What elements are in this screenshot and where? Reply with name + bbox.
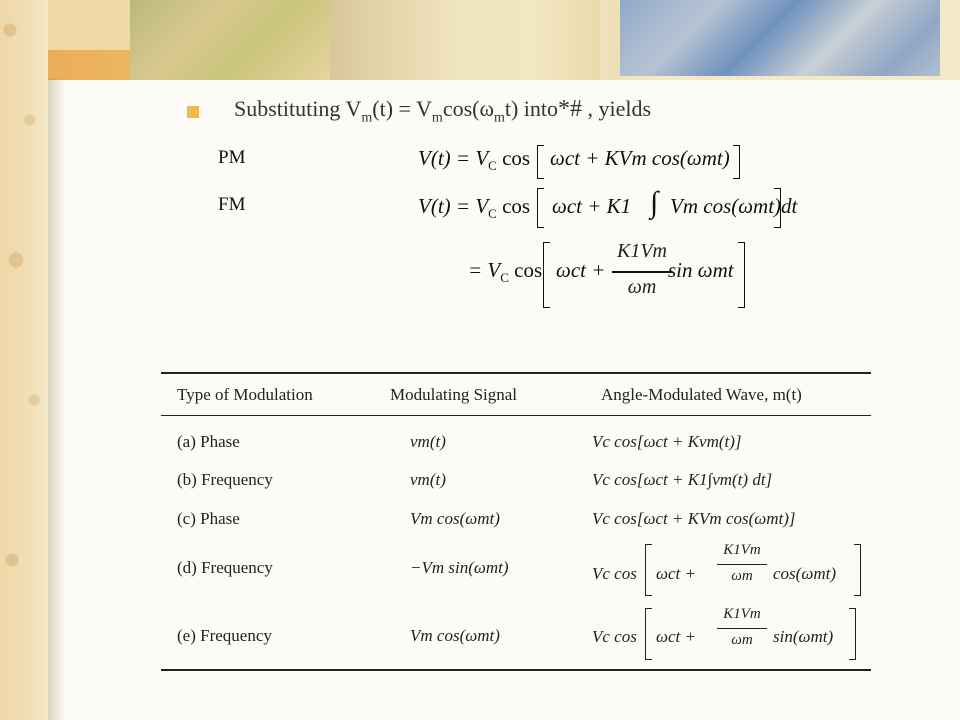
table-header-rule bbox=[161, 415, 871, 416]
slide-heading: Substituting $V_m(t) = V_m\cos(\omega_mt)$ into*# , yields bbox=[234, 96, 652, 126]
equation-marker: *# bbox=[558, 96, 583, 122]
fm-equation-inside-a: ωct + K1 bbox=[552, 194, 632, 218]
pm-left-bracket bbox=[537, 145, 544, 179]
fm-right-bracket bbox=[774, 188, 781, 228]
header-signal: Modulating Signal bbox=[390, 385, 518, 404]
row-e-wave-a: Vc cos bbox=[592, 627, 637, 646]
row-d-wave-b: ωct + bbox=[656, 564, 696, 583]
pm-right-bracket bbox=[733, 145, 740, 179]
row-d-wave-a: Vc cos bbox=[592, 564, 637, 583]
pm-equation-inside: ωct + KVm cos(ωmt) bbox=[550, 146, 730, 170]
row-d-fraction-line bbox=[717, 564, 767, 565]
row-e-wave-b: ωct + bbox=[656, 627, 696, 646]
row-e-left-bracket bbox=[645, 608, 652, 660]
row-e-signal: Vm cos(ωmt) bbox=[410, 626, 500, 645]
row-b-type: (b) Frequency bbox=[177, 470, 273, 489]
row-c-signal: Vm cos(ωmt) bbox=[410, 509, 500, 528]
row-e-type: (e) Frequency bbox=[177, 626, 272, 645]
integral-symbol: ∫ bbox=[650, 186, 659, 219]
header-type: Type of Modulation bbox=[177, 385, 313, 404]
row-a-wave: Vc cos[ωct + Kvm(t)] bbox=[592, 432, 742, 451]
row-d-denominator: ωm bbox=[731, 568, 753, 584]
banner-blue-flowers-image bbox=[620, 0, 940, 76]
row-a-signal: vm(t) bbox=[410, 432, 446, 451]
table-bottom-rule bbox=[161, 669, 871, 671]
banner-light-image bbox=[330, 0, 620, 80]
row-a-type: (a) Phase bbox=[177, 432, 240, 451]
row-e-right-bracket bbox=[849, 608, 856, 660]
header-wave: Angle-Modulated Wave, m(t) bbox=[601, 385, 802, 404]
fm2-numerator: K1Vm bbox=[617, 240, 667, 262]
banner-leaves-image bbox=[130, 0, 330, 80]
fm2-fraction-line bbox=[612, 271, 672, 273]
fm2-denominator: ωm bbox=[627, 276, 657, 298]
row-d-wave-c: cos(ωmt) bbox=[773, 564, 836, 583]
row-d-signal: −Vm sin(ωmt) bbox=[410, 558, 509, 577]
bullet-icon bbox=[187, 106, 199, 118]
row-d-right-bracket bbox=[854, 544, 861, 596]
decorative-banner bbox=[0, 0, 960, 80]
sidebar-shadow bbox=[48, 78, 66, 720]
fm2-equation-lhs: = $V_C$ cos bbox=[468, 258, 543, 286]
row-b-wave: Vc cos[ωct + K1∫vm(t) dt] bbox=[592, 470, 773, 489]
fm2-right-bracket bbox=[738, 242, 745, 308]
pm-equation-lhs: $V(t) = V_C$ cos bbox=[418, 146, 531, 174]
row-e-fraction-line bbox=[717, 628, 767, 629]
fm-left-bracket bbox=[537, 188, 544, 228]
row-d-left-bracket bbox=[645, 544, 652, 596]
fm-label: FM bbox=[218, 194, 246, 215]
fm2-equation-inside-b: sin ωmt bbox=[668, 258, 734, 282]
row-e-wave-c: sin(ωmt) bbox=[773, 627, 834, 646]
row-b-signal: vm(t) bbox=[410, 470, 446, 489]
fm-equation-inside-b: Vm cos(ωmt)dt bbox=[670, 194, 798, 218]
modulation-table bbox=[161, 372, 871, 672]
row-e-denominator: ωm bbox=[731, 632, 753, 648]
row-c-wave: Vc cos[ωct + KVm cos(ωmt)] bbox=[592, 509, 796, 528]
row-c-type: (c) Phase bbox=[177, 509, 240, 528]
pm-label: PM bbox=[218, 147, 246, 168]
fm2-left-bracket bbox=[543, 242, 550, 308]
fm2-equation-inside-a: ωct + bbox=[556, 258, 606, 282]
row-e-numerator: K1Vm bbox=[723, 606, 761, 622]
row-d-type: (d) Frequency bbox=[177, 558, 273, 577]
fm-equation-lhs: $V(t) = V_C$ cos bbox=[418, 194, 531, 222]
table-top-rule bbox=[161, 372, 871, 374]
row-d-numerator: K1Vm bbox=[723, 542, 761, 558]
decorative-sidebar bbox=[0, 0, 48, 720]
